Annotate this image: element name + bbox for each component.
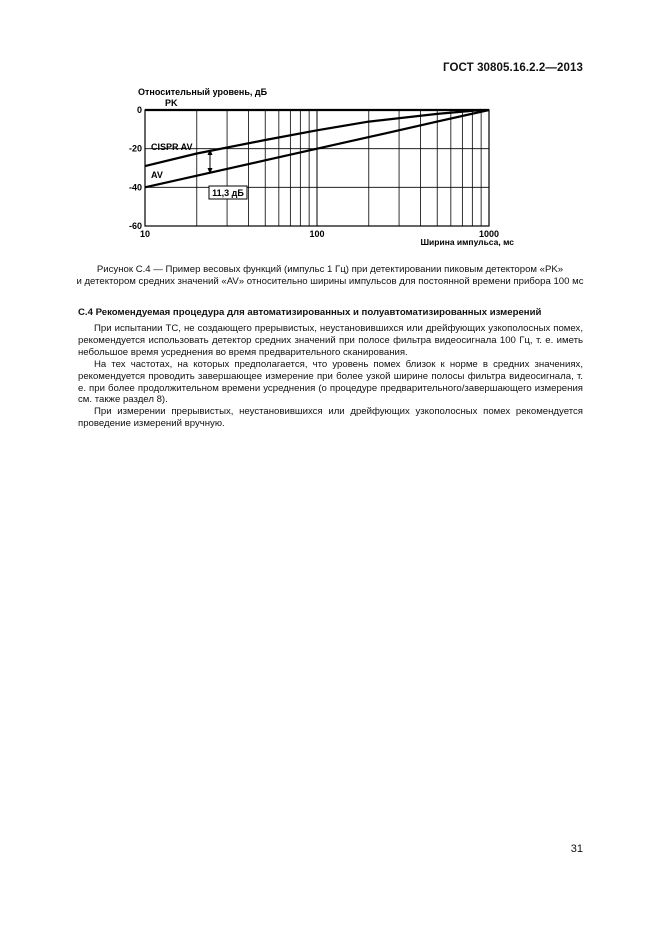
y-axis-label: Относительный уровень, дБ [138, 87, 268, 97]
x-tick-label: 1000 [478, 229, 500, 239]
paragraph-2: На тех частотах, на которых предполагается, что уровень помех близок к норме в средних значениях, рекомендуется проводить завершающее измерение при более узкой ширине полосы фильтра видеосигнала, т. е. при более продолжительном времени усреднения (о процедуре предварительного/завершающего измерения см. также раздел 8). [78, 359, 583, 406]
x-axis-label: Ширина импульса, мс [420, 237, 514, 247]
standard-code: ГОСТ 30805.16.2.2—2013 [443, 62, 583, 74]
x-tick-label: 10 [139, 229, 151, 239]
series-label-cispr-av: CISPR AV [151, 142, 193, 152]
tick-labels [129, 105, 499, 239]
annotation-text: 11,3 дБ [212, 188, 244, 198]
series-label-av: AV [151, 170, 163, 180]
caption-line-1: Рисунок С.4 — Пример весовых функций (импульс 1 Гц) при детектировании пиковым детектором «PK» [96, 264, 564, 275]
x-tick-label: 100 [309, 229, 325, 239]
series-label-pk: PK [165, 98, 178, 108]
y-tick-label: -60 [128, 221, 142, 231]
y-tick-label: -20 [128, 143, 142, 154]
paragraph-1: При испытании ТС, не создающего прерывистых, неустановившихся или дрейфующих узкополосных помех, рекомендуется использовать детектор средних значений при полосе фильтра видеосигнала 100 Гц, т. е. иметь небольшое время усреднения во время предварительного сканирования. [78, 323, 583, 358]
series-line [145, 110, 481, 166]
figure-caption [40, 264, 620, 288]
section-title: С.4 Рекомендуемая процедура для автоматизированных и полуавтоматизированных измерений [78, 307, 542, 318]
chart-grid [145, 110, 489, 226]
weighting-chart [0, 0, 661, 260]
caption-line-2: и детектором средних значений «AV» относительно ширины импульсов для постоянной времени прибора 100 мс [76, 276, 584, 287]
y-tick-label: 0 [136, 105, 142, 115]
paragraph-3: При измерении прерывистых, неустановившихся или дрейфующих узкополосных помех рекомендуется проведение измерений вручную. [78, 406, 583, 429]
page-number: 31 [570, 843, 583, 855]
y-tick-label: -40 [128, 182, 142, 193]
